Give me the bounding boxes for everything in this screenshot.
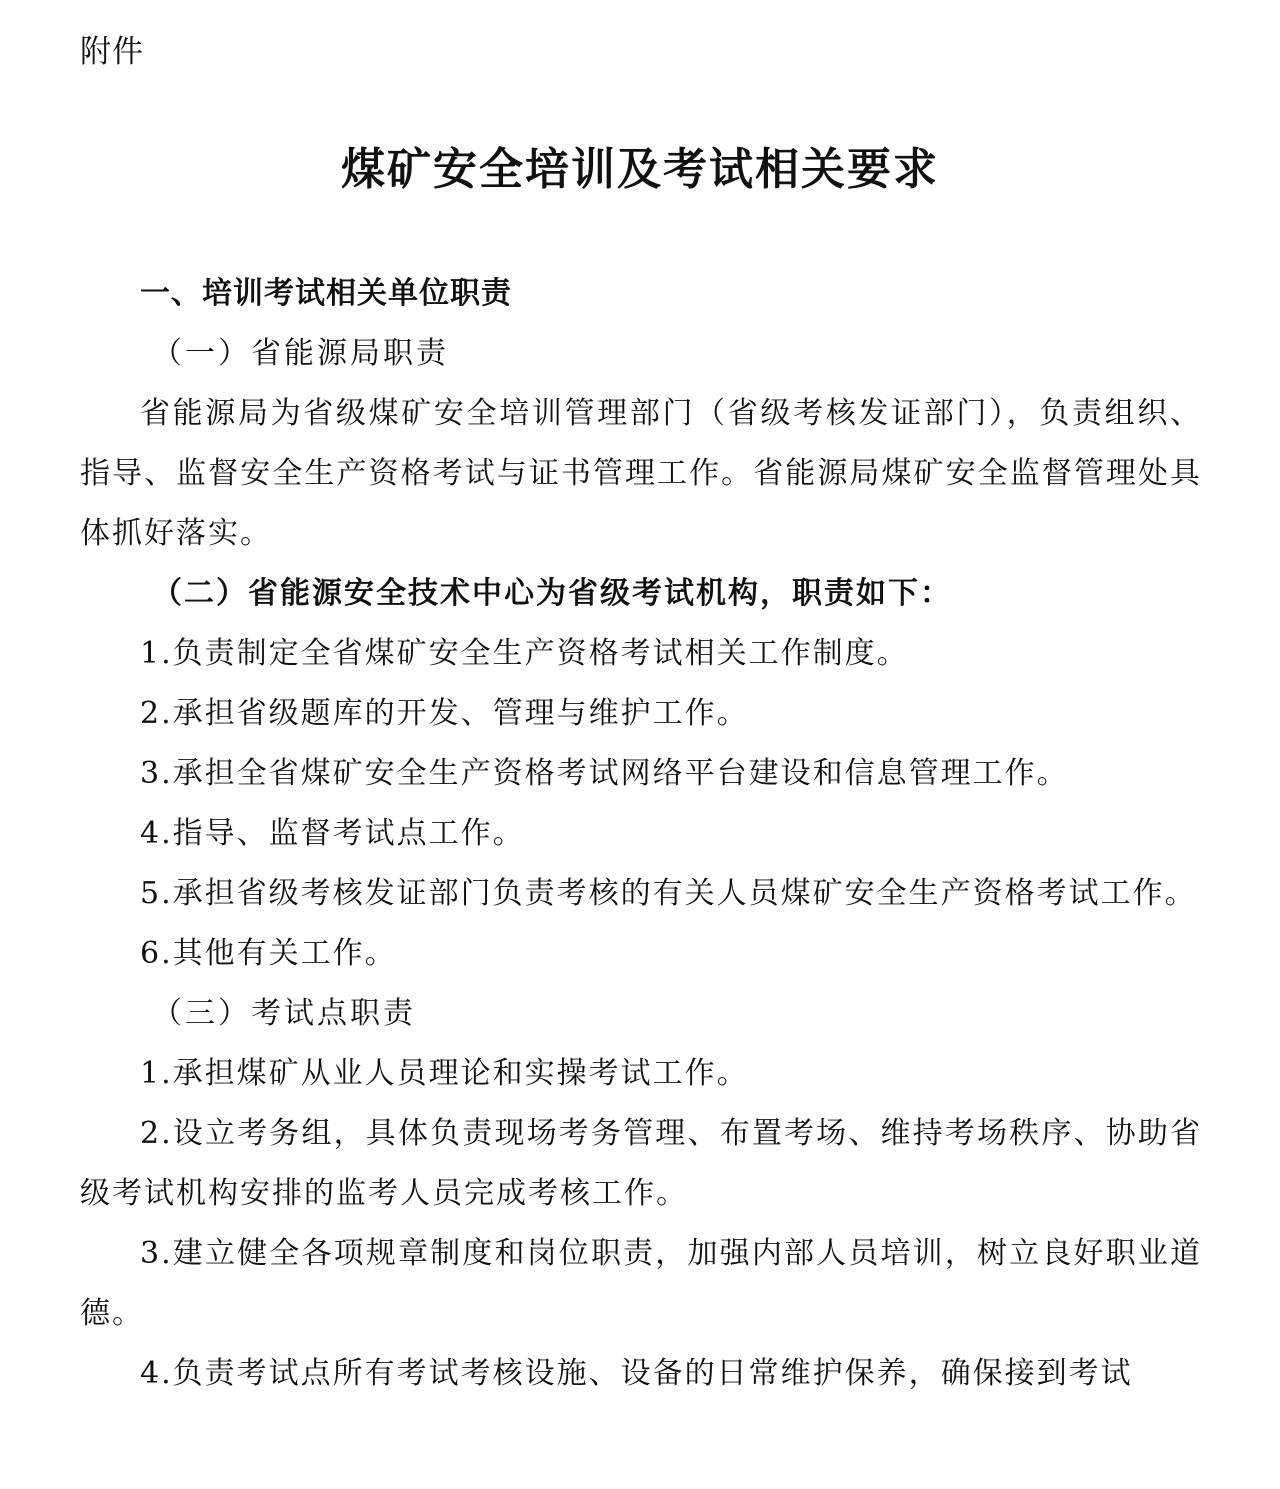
- list-item: 3.建立健全各项规章制度和岗位职责，加强内部人员培训，树立良好职业道德。: [80, 1236, 1202, 1331]
- list-item: 6.其他有关工作。: [140, 936, 397, 971]
- list-item: 1.负责制定全省煤矿安全生产资格考试相关工作制度。: [140, 636, 909, 671]
- attachment-label: 附件: [80, 34, 144, 70]
- list-item: 4.指导、监督考试点工作。: [140, 816, 525, 851]
- list-item: 2.设立考务组，具体负责现场考务管理、布置考场、维持考场秩序、协助省级考试机构安排的监考人员完成考核工作。: [80, 1116, 1202, 1211]
- document-title: 煤矿安全培训及考试相关要求: [341, 144, 939, 195]
- list-item: 2.承担省级题库的开发、管理与维护工作。: [140, 696, 749, 731]
- list-item: 5.承担省级考核发证部门负责考核的有关人员煤矿安全生产资格考试工作。: [140, 876, 1197, 911]
- subsection-heading-2: （二）省能源安全技术中心为省级考试机构，职责如下：: [152, 576, 952, 611]
- section-heading-1: 一、培训考试相关单位职责: [140, 276, 512, 311]
- list-item: 3.承担全省煤矿安全生产资格考试网络平台建设和信息管理工作。: [140, 756, 1069, 791]
- paragraph-energy-bureau: 省能源局为省级煤矿安全培训管理部门（省级考核发证部门），负责组织、指导、监督安全生产资格考试与证书管理工作。省能源局煤矿安全监督管理处具体抓好落实。: [80, 396, 1202, 551]
- list-item: 4.负责考试点所有考试考核设施、设备的日常维护保养，确保接到考试: [140, 1356, 1133, 1391]
- list-item: 1.承担煤矿从业人员理论和实操考试工作。: [140, 1056, 749, 1091]
- subsection-heading-3: （三）考试点职责: [152, 996, 416, 1031]
- document-body: [80, 264, 1202, 1404]
- subsection-heading-1: （一）省能源局职责: [152, 336, 449, 371]
